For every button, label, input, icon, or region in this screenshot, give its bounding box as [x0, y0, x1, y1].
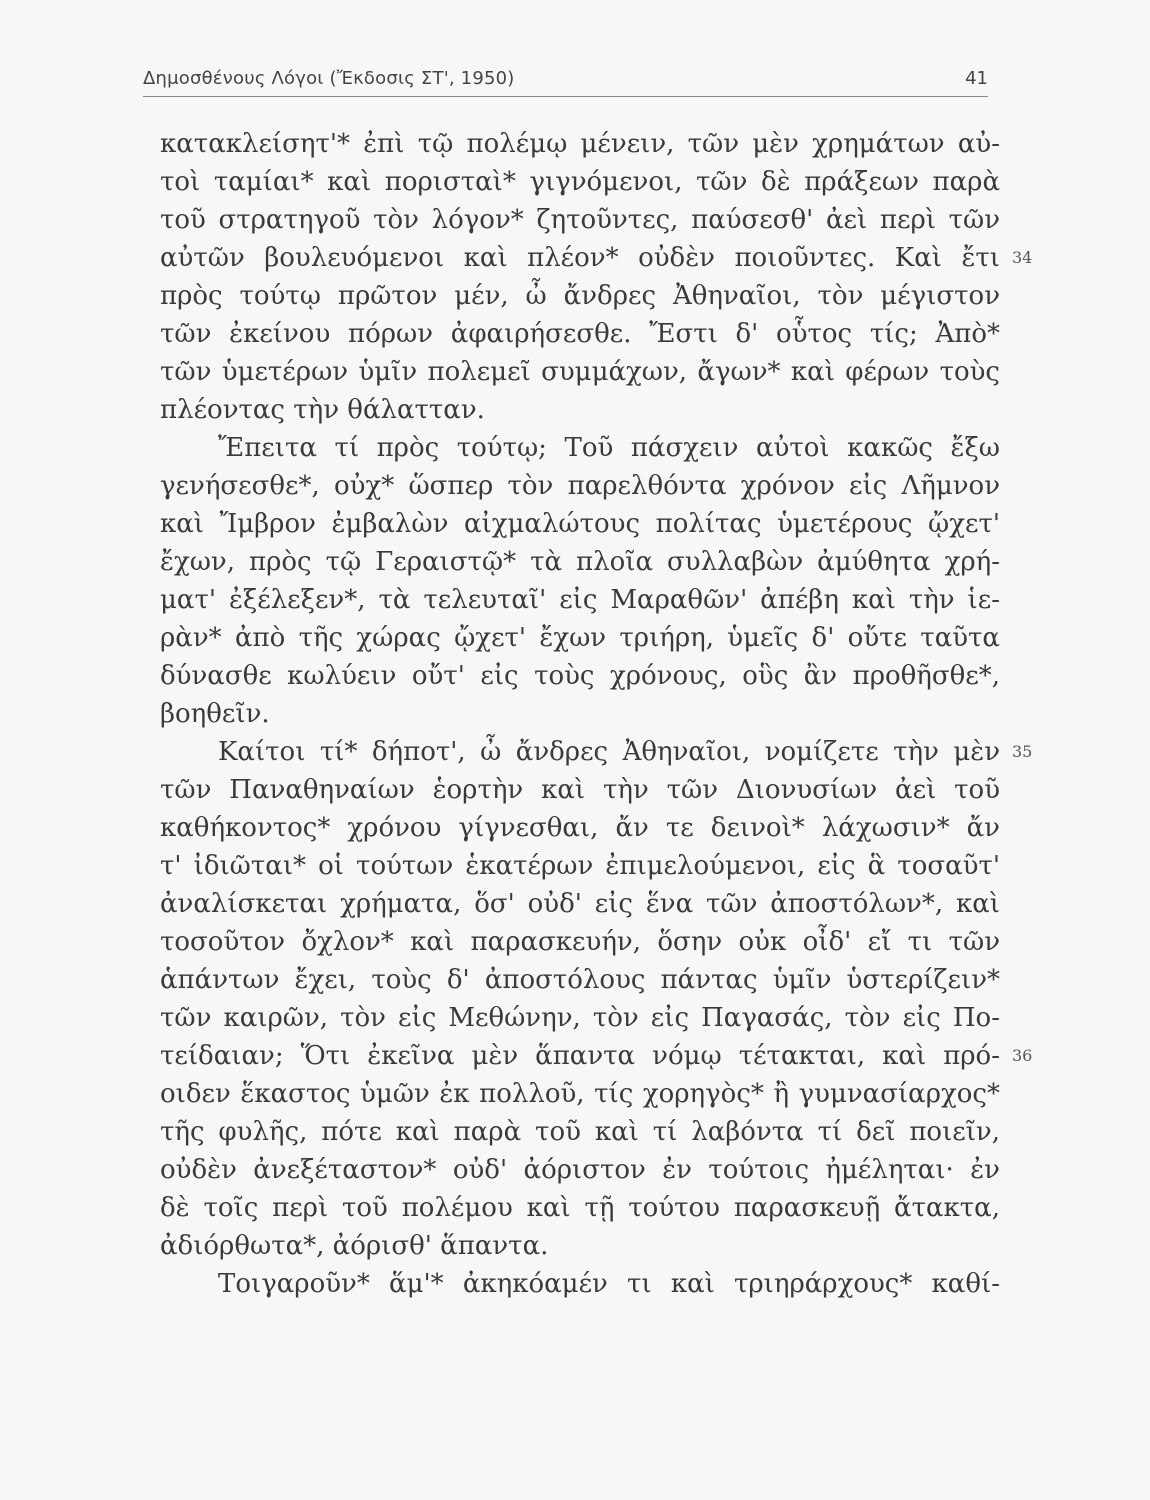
- text-line: [160, 923, 1000, 961]
- line-text: γενήσεσθε*, οὐχ* ὥσπερ τὸν παρελθόντα χρόνον εἰς Λῆμνον: [160, 471, 1000, 501]
- section-number: 35: [1012, 742, 1033, 761]
- line-text: ἔχων, πρὸς τῷ Γεραιστῷ* τὰ πλοῖα συλλαβὼν ἀμύθητα χρή-: [160, 547, 1000, 577]
- line-text: τείδαιαν; Ὅτι ἐκεῖνα μὲν ἅπαντα νόμῳ τέτακται, καὶ πρό-: [160, 1041, 1000, 1071]
- text-line: [160, 239, 1033, 277]
- text-line: [160, 543, 1000, 581]
- text-line: [160, 695, 1000, 733]
- line-text: τοὶ ταμίαι* καὶ πορισταὶ* γιγνόμενοι, τῶν δὲ πράξεων παρὰ: [160, 167, 1000, 197]
- text-line: [160, 885, 1000, 923]
- line-text: οιδεν ἕκαστος ὑμῶν ἐκ πολλοῦ, τίς χορηγὸς* ἢ γυμνασίαρχος*: [160, 1079, 1000, 1109]
- line-text: δὲ τοῖς περὶ τοῦ πολέμου καὶ τῇ τούτου παρασκευῇ ἄτακτα,: [160, 1193, 1000, 1223]
- text-line: [160, 999, 1000, 1037]
- text-line: [160, 1151, 1000, 1189]
- line-text: τῶν Παναθηναίων ἑορτὴν καὶ τὴν τῶν Διονυσίων ἀεὶ τοῦ: [160, 775, 1000, 805]
- text-line: [160, 201, 1000, 239]
- text-line: [160, 1227, 1000, 1265]
- line-text: πρὸς τούτῳ πρῶτον μέν, ὦ ἄνδρες Ἀθηναῖοι, τὸν μέγιστον: [160, 281, 1000, 311]
- text-line: [160, 353, 1000, 391]
- line-text: Ἔπειτα τί πρὸς τούτῳ; Τοῦ πάσχειν αὐτοὶ κακῶς ἔξω: [218, 433, 1000, 463]
- line-text: Τοιγαροῦν* ἅμ'* ἀκηκόαμέν τι καὶ τριηράρχους* καθί-: [218, 1269, 1000, 1299]
- line-text: ἀναλίσκεται χρήματα, ὅσ' οὐδ' εἰς ἕνα τῶν ἀποστόλων*, καὶ: [160, 889, 1000, 919]
- text-line: [160, 961, 1000, 999]
- text-line: [160, 505, 1000, 543]
- text-line: [160, 1037, 1033, 1075]
- running-title: Δημοσθένους Λόγοι (Ἔκδοσις ΣΤ', 1950): [143, 68, 515, 89]
- text-line: [160, 429, 1000, 467]
- line-text: βοηθεῖν.: [160, 699, 270, 729]
- text-line: [160, 1113, 1000, 1151]
- text-line: [160, 771, 1000, 809]
- text-line: [160, 809, 1000, 847]
- text-line: [160, 1075, 1000, 1113]
- text-line: [160, 581, 1000, 619]
- line-text: δύνασθε κωλύειν οὔτ' εἰς τοὺς χρόνους, οὓς ἂν προθῆσθε*,: [160, 661, 1000, 691]
- text-line: [160, 163, 1000, 201]
- text-line: [160, 125, 1000, 163]
- line-text: ἁπάντων ἔχει, τοὺς δ' ἀποστόλους πάντας ὑμῖν ὑστερίζειν*: [160, 965, 1000, 995]
- line-text: τοῦ στρατηγοῦ τὸν λόγον* ζητοῦντες, παύσεσθ' ἀεὶ περὶ τῶν: [160, 205, 1000, 235]
- line-text: καθήκοντος* χρόνου γίγνεσθαι, ἄν τε δεινοὶ* λάχωσιν* ἄν: [160, 813, 1000, 843]
- line-text: αὐτῶν βουλευόμενοι καὶ πλέον* οὐδὲν ποιοῦντες. Καὶ ἔτι: [160, 243, 1000, 273]
- line-text: οὐδὲν ἀνεξέταστον* οὐδ' ἀόριστον ἐν τούτοις ἠμέληται· ἐν: [160, 1155, 1000, 1185]
- line-text: τῶν καιρῶν, τὸν εἰς Μεθώνην, τὸν εἰς Παγασάς, τὸν εἰς Πο-: [160, 1003, 1000, 1033]
- text-line: [160, 391, 1000, 429]
- line-text: τ' ἰδιῶται* οἱ τούτων ἑκατέρων ἐπιμελούμενοι, εἰς ἃ τοσαῦτ': [160, 851, 1000, 881]
- line-text: ρὰν* ἀπὸ τῆς χώρας ᾤχετ' ἔχων τριήρη, ὑμεῖς δ' οὔτε ταῦτα: [160, 623, 1000, 653]
- line-text: καὶ Ἴμβρον ἐμβαλὼν αἰχμαλώτους πολίτας ὑμετέρους ᾤχετ': [160, 509, 1000, 539]
- line-text: τῶν ἐκείνου πόρων ἀφαιρήσεσθε. Ἔστι δ' οὗτος τίς; Ἀπὸ*: [160, 319, 1000, 349]
- line-text: πλέοντας τὴν θάλατταν.: [160, 395, 485, 425]
- text-line: [160, 1265, 1000, 1303]
- text-line: [160, 277, 1000, 315]
- line-text: κατακλείσητ'* ἐπὶ τῷ πολέμῳ μένειν, τῶν μὲν χρημάτων αὐ-: [160, 129, 1000, 159]
- line-text: τῶν ὑμετέρων ὑμῖν πολεμεῖ συμμάχων, ἄγων* καὶ φέρων τοὺς: [160, 357, 1000, 387]
- line-text: τοσοῦτον ὄχλον* καὶ παρασκευήν, ὅσην οὐκ οἶδ' εἴ τι τῶν: [160, 927, 1000, 957]
- page-number: 41: [965, 68, 988, 89]
- line-text: ἀδιόρθωτα*, ἀόρισθ' ἅπαντα.: [160, 1231, 549, 1261]
- text-line: [160, 657, 1000, 695]
- text-line: [160, 1189, 1000, 1227]
- text-line: [160, 467, 1000, 505]
- line-text: Καίτοι τί* δήποτ', ὦ ἄνδρες Ἀθηναῖοι, νομίζετε τὴν μὲν: [218, 737, 1000, 767]
- section-number: 34: [1012, 248, 1033, 267]
- text-line: [160, 733, 1033, 771]
- text-line: [160, 847, 1000, 885]
- running-header: [143, 66, 988, 97]
- section-number: 36: [1012, 1046, 1033, 1065]
- line-text: ματ' ἐξέλεξεν*, τὰ τελευταῖ' εἰς Μαραθῶν' ἀπέβη καὶ τὴν ἱε-: [160, 585, 1000, 615]
- text-body: [160, 125, 1033, 1303]
- text-line: [160, 619, 1000, 657]
- line-text: τῆς φυλῆς, πότε καὶ παρὰ τοῦ καὶ τί λαβόντα τί δεῖ ποιεῖν,: [160, 1117, 1000, 1147]
- text-line: [160, 315, 1000, 353]
